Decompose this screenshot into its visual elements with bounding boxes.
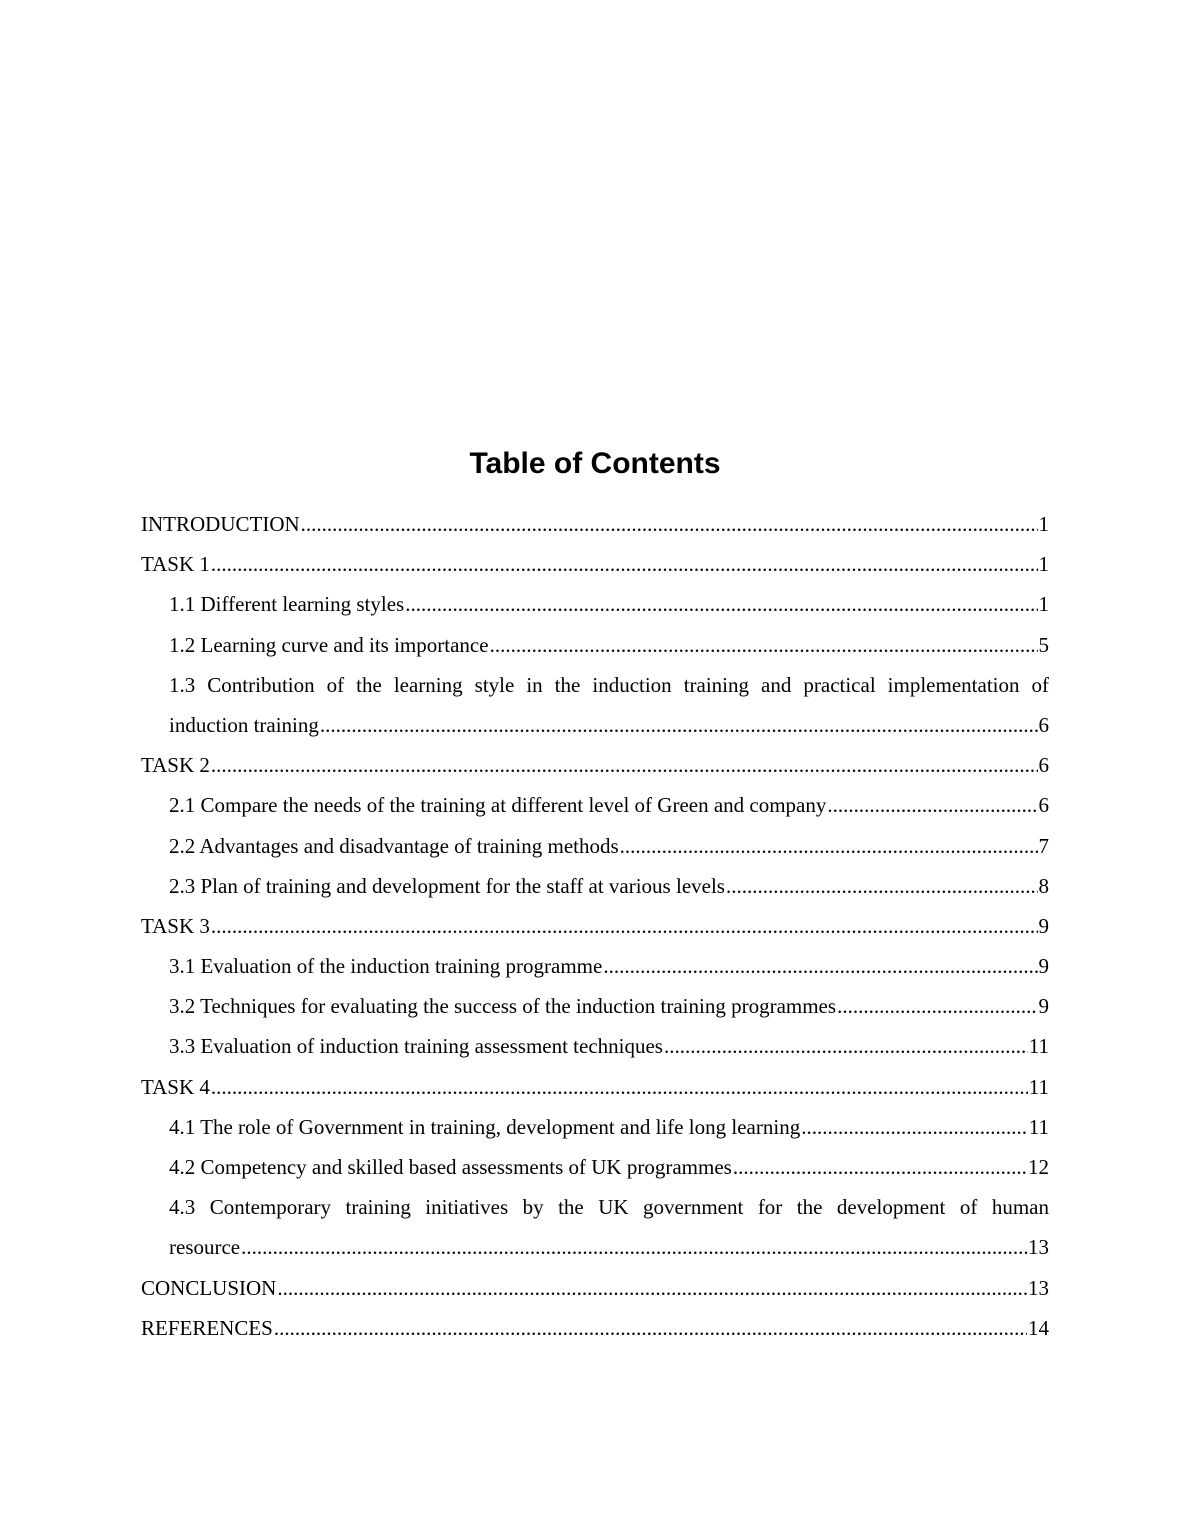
- toc-leader-dots: [211, 1067, 1028, 1107]
- toc-page-number: 11: [1028, 1034, 1049, 1059]
- toc-entry-label: REFERENCES: [141, 1315, 273, 1340]
- toc-page-number: 1: [1038, 592, 1049, 617]
- toc-leader-dots: [211, 906, 1038, 946]
- page-title: Table of Contents: [469, 447, 721, 480]
- toc-entry-label: TASK 1: [141, 552, 210, 577]
- toc-entry[interactable]: [141, 745, 1049, 785]
- toc-entry[interactable]: [141, 946, 1049, 986]
- toc-leader-dots: [620, 826, 1038, 866]
- toc-entry-label: 3.1 Evaluation of the induction training programme: [169, 954, 603, 979]
- toc-page-number: 8: [1038, 873, 1049, 898]
- toc-leader-dots: [490, 625, 1038, 665]
- toc-entry[interactable]: [141, 625, 1049, 665]
- toc-leader-dots: [277, 1268, 1027, 1308]
- toc-page-number: 7: [1038, 833, 1049, 858]
- toc-entry-label: 4.2 Competency and skilled based assessments of UK programmes: [169, 1155, 732, 1179]
- toc-leader-dots: [211, 745, 1038, 785]
- toc-page-number: 13: [1028, 1235, 1049, 1260]
- toc-page-number: 6: [1038, 793, 1049, 818]
- toc-entry-continuation[interactable]: 4.3 Contemporary training initiatives by the UK government for the development of human: [169, 1195, 1049, 1220]
- toc-page-number: 12: [1028, 1155, 1049, 1179]
- toc-leader-dots: [827, 785, 1037, 825]
- table-of-contents: [141, 504, 1049, 1348]
- toc-entry-label: resource: [169, 1235, 241, 1260]
- toc-page-number: 11: [1028, 1074, 1049, 1099]
- toc-entry[interactable]: [141, 906, 1049, 946]
- toc-page-number: 11: [1028, 1114, 1049, 1139]
- toc-page-number: 13: [1028, 1275, 1049, 1300]
- toc-entry[interactable]: [141, 705, 1049, 745]
- toc-leader-dots: [837, 986, 1037, 1026]
- toc-entry[interactable]: [141, 1067, 1049, 1107]
- toc-entry-label: 2.2 Advantages and disadvantage of training methods: [169, 833, 619, 858]
- toc-entry-continuation[interactable]: 1.3 Contribution of the learning style in the induction training and practical implementation of: [169, 672, 1049, 697]
- toc-leader-dots: [211, 544, 1038, 584]
- toc-entry[interactable]: [141, 1227, 1049, 1267]
- toc-page-number: 1: [1038, 512, 1049, 536]
- toc-entry-label: TASK 2: [141, 753, 210, 778]
- toc-leader-dots: [726, 866, 1038, 906]
- toc-entry-label: induction training: [169, 712, 319, 737]
- toc-leader-dots: [301, 504, 1038, 544]
- toc-leader-dots: [733, 1147, 1027, 1187]
- toc-leader-dots: [603, 946, 1037, 986]
- toc-entry[interactable]: [141, 1026, 1049, 1066]
- toc-entry-label: 1.2 Learning curve and its importance: [169, 632, 489, 657]
- toc-leader-dots: [405, 584, 1037, 624]
- toc-entry[interactable]: [141, 1268, 1049, 1308]
- toc-entry-label: 2.1 Compare the needs of the training at different level of Green and company: [169, 793, 827, 818]
- toc-leader-dots: [274, 1308, 1027, 1348]
- toc-leader-dots: [320, 705, 1038, 745]
- toc-page-number: 9: [1038, 913, 1049, 938]
- toc-entry-label: TASK 3: [141, 913, 210, 938]
- toc-entry[interactable]: [141, 866, 1049, 906]
- toc-entry[interactable]: [141, 986, 1049, 1026]
- toc-entry-label: CONCLUSION: [141, 1275, 277, 1300]
- toc-entry-label: 3.2 Techniques for evaluating the success of the induction training programmes: [169, 994, 837, 1019]
- toc-page-number: 5: [1038, 632, 1049, 657]
- toc-entry-label: INTRODUCTION: [141, 512, 300, 536]
- toc-leader-dots: [241, 1227, 1027, 1267]
- toc-entry[interactable]: [141, 544, 1049, 584]
- toc-entry-label: 4.1 The role of Government in training, development and life long learning: [169, 1114, 801, 1139]
- toc-leader-dots: [801, 1107, 1028, 1147]
- toc-page-number: 9: [1038, 994, 1049, 1019]
- toc-leader-dots: [664, 1026, 1028, 1066]
- toc-entry-label: 1.1 Different learning styles: [169, 592, 405, 617]
- toc-entry-label: TASK 4: [141, 1074, 210, 1099]
- toc-page-number: 14: [1028, 1315, 1049, 1340]
- toc-entry[interactable]: [141, 785, 1049, 825]
- toc-page-number: 6: [1038, 753, 1049, 778]
- toc-entry-label: 3.3 Evaluation of induction training assessment techniques: [169, 1034, 663, 1059]
- toc-entry[interactable]: [141, 504, 1049, 544]
- toc-entry-label: 2.3 Plan of training and development for the staff at various levels: [169, 873, 725, 898]
- toc-entry[interactable]: [141, 1147, 1049, 1187]
- toc-page-number: 6: [1038, 712, 1049, 737]
- toc-entry[interactable]: [141, 584, 1049, 624]
- toc-entry[interactable]: [141, 1308, 1049, 1348]
- toc-page-number: 1: [1038, 552, 1049, 577]
- toc-entry[interactable]: [141, 1107, 1049, 1147]
- toc-entry[interactable]: [141, 826, 1049, 866]
- toc-page-number: 9: [1038, 954, 1049, 979]
